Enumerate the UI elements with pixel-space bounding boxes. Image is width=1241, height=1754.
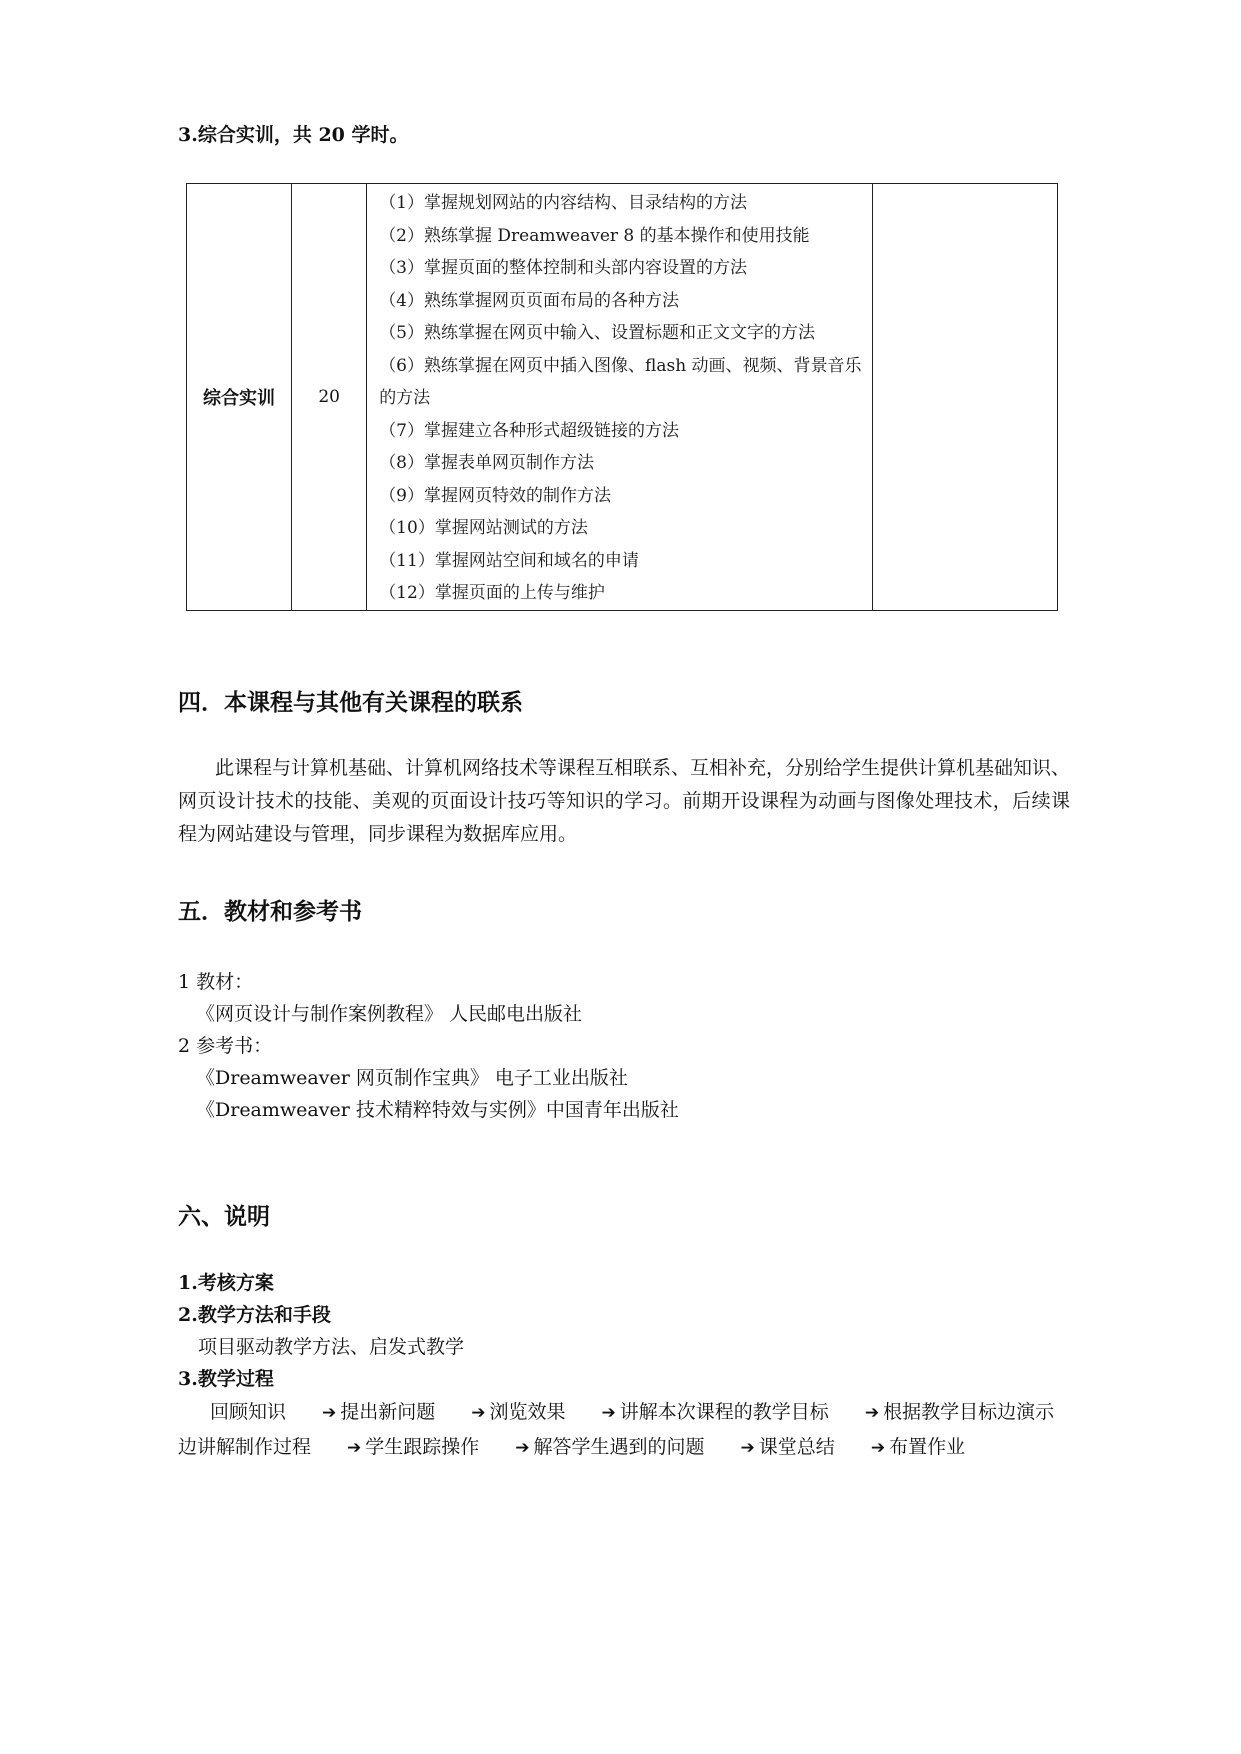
reference-entry: 《Dreamweaver 网页制作宝典》 电子工业出版社	[196, 1067, 628, 1089]
objectives-list	[367, 184, 872, 610]
list-item: （3）掌握页面的整体控制和头部内容设置的方法	[379, 258, 748, 278]
right-arrow-icon: ➔	[322, 1403, 337, 1423]
process-step: 回顾知识	[210, 1401, 287, 1423]
right-arrow-icon: ➔	[601, 1403, 616, 1423]
process-step: 解答学生遇到的问题	[533, 1436, 705, 1458]
right-arrow-icon: ➔	[515, 1438, 530, 1458]
list-item: （4）熟练掌握网页页面布局的各种方法	[379, 290, 680, 311]
right-arrow-icon: ➔	[740, 1438, 755, 1458]
process-step: 讲解本次课程的教学目标	[619, 1401, 829, 1423]
teaching-process-flow	[178, 1395, 1070, 1465]
teaching-methods-text: 项目驱动教学方法、启发式教学	[198, 1336, 465, 1358]
hours-cell: 20	[292, 184, 367, 611]
list-item: （6）熟练掌握在网页中插入图像、flash 动画、视频、背景音乐的方法	[379, 355, 862, 408]
textbook-entry: 《网页设计与制作案例教程》 人民邮电出版社	[196, 1003, 583, 1025]
notes-cell	[872, 184, 1057, 611]
section-5-heading: 五．教材和参考书	[178, 898, 362, 925]
process-step: 课堂总结	[758, 1436, 835, 1458]
section-4-paragraph: 此课程与计算机基础、计算机网络技术等课程互相联系、互相补充，分别给学生提供计算机基础知识、网页设计技术的技能、美观的页面设计技巧等知识的学习。前期开设课程为动画与图像处理技术，后续课程为网站建设与管理，同步课程为数据库应用。	[178, 757, 1071, 845]
right-arrow-icon: ➔	[864, 1403, 880, 1423]
list-item: （7）掌握建立各种形式超级链接的方法	[379, 420, 680, 441]
list-item: （2）熟练掌握 Dreamweaver 8 的基本操作和使用技能	[379, 225, 810, 246]
right-arrow-icon: ➔	[347, 1438, 362, 1458]
training-table	[186, 183, 1058, 611]
teaching-methods-label: 2.教学方法和手段	[178, 1304, 331, 1326]
course-name-cell: 综合实训	[187, 184, 292, 611]
section-3-title: 3.综合实训，共 20 学时。	[178, 124, 409, 146]
section-6-heading: 六、说明	[178, 1203, 270, 1230]
reference-entry: 《Dreamweaver 技术精粹特效与实例》中国青年出版社	[196, 1099, 679, 1121]
process-step: 学生跟踪操作	[365, 1436, 480, 1458]
list-item: （11）掌握网站空间和域名的申请	[379, 550, 639, 571]
process-step: 布置作业	[889, 1436, 966, 1458]
table-row	[187, 184, 1058, 611]
teaching-process-label: 3.教学过程	[178, 1368, 274, 1390]
list-item: （5）熟练掌握在网页中输入、设置标题和正文文字的方法	[379, 323, 816, 343]
list-item: （8）掌握表单网页制作方法	[379, 453, 595, 473]
list-item: （1）掌握规划网站的内容结构、目录结构的方法	[379, 193, 748, 213]
right-arrow-icon: ➔	[870, 1438, 886, 1458]
reference-label: 2 参考书：	[178, 1035, 273, 1057]
process-step: 根据教学目标边演示边讲解制作过程	[178, 1401, 1055, 1458]
list-item: （9）掌握网页特效的制作方法	[379, 485, 612, 506]
objectives-cell	[367, 184, 873, 611]
process-step: 浏览效果	[489, 1401, 566, 1423]
list-item: （10）掌握网站测试的方法	[379, 518, 588, 538]
right-arrow-icon: ➔	[471, 1403, 486, 1423]
section-4-heading: 四．本课程与其他有关课程的联系	[178, 689, 523, 716]
list-item: （12）掌握页面的上传与维护	[379, 583, 605, 603]
process-step: 提出新问题	[340, 1401, 436, 1423]
assessment-label: 1.考核方案	[178, 1272, 274, 1294]
textbook-label: 1 教材：	[178, 971, 254, 993]
